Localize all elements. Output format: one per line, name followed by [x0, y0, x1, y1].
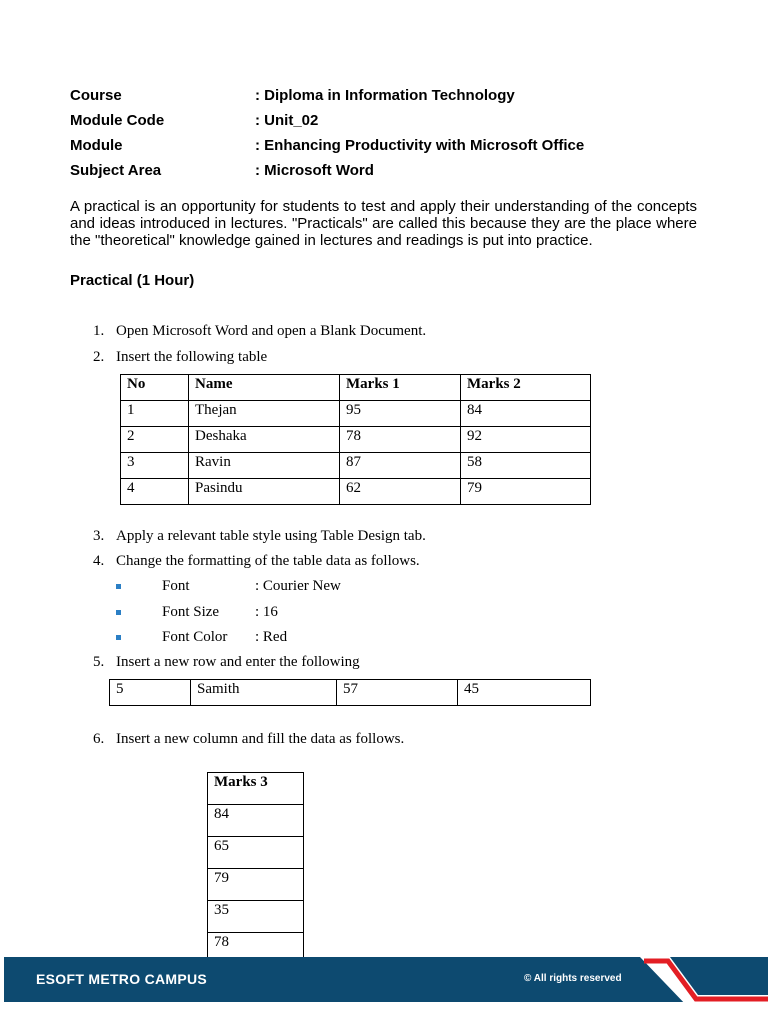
- student-marks-table: [120, 374, 591, 505]
- table-cell: 1: [121, 401, 189, 427]
- meta-row-module-code: [70, 111, 584, 136]
- step-number: 1.: [93, 323, 105, 339]
- format-label: Font Color: [162, 629, 228, 645]
- step-number: 4.: [93, 553, 105, 569]
- table-cell: Thejan: [189, 401, 340, 427]
- course-info: [70, 86, 584, 186]
- step-text: Open Microsoft Word and open a Blank Document.: [116, 323, 427, 339]
- step-1: [93, 323, 426, 340]
- new-row-table: [109, 679, 591, 706]
- format-label: Font Size: [162, 604, 220, 620]
- table-cell: 79: [208, 869, 304, 901]
- step-number: 6.: [93, 731, 105, 747]
- table-cell: 87: [340, 453, 461, 479]
- meta-label: Subject Area: [70, 162, 162, 179]
- meta-value: : Microsoft Word: [255, 162, 374, 179]
- table-cell: 84: [461, 401, 591, 427]
- practical-heading: Practical (1 Hour): [70, 272, 195, 289]
- table-cell: 57: [337, 680, 458, 706]
- step-text: Insert a new row and enter the following: [116, 654, 360, 670]
- meta-row-course: [70, 86, 584, 111]
- table-cell: 95: [340, 401, 461, 427]
- table-row: [121, 453, 591, 479]
- table-row: [208, 805, 304, 837]
- step-text: Change the formatting of the table data as follows.: [116, 553, 420, 569]
- table-header-row: [121, 375, 591, 401]
- table-cell: 78: [340, 427, 461, 453]
- step-4: [93, 553, 420, 570]
- intro-paragraph: A practical is an opportunity for students to test and apply their understanding of the concepts and ideas introduced in lectures. "Practicals" are called this because they are the place where the "theoretical" knowledge gained in lectures and readings is put into practice.: [70, 198, 697, 249]
- format-item-font-color: [116, 629, 287, 646]
- meta-value: : Diploma in Information Technology: [255, 87, 515, 104]
- table-cell: 79: [461, 479, 591, 505]
- table-cell: 58: [461, 453, 591, 479]
- footer-brand: ESOFT METRO CAMPUS: [36, 971, 208, 987]
- footer-rights: © All rights reserved: [524, 973, 622, 984]
- table-cell: 62: [340, 479, 461, 505]
- table-row: [208, 837, 304, 869]
- format-item-font: [116, 578, 341, 595]
- meta-value: : Unit_02: [255, 112, 319, 129]
- table-cell: 35: [208, 901, 304, 933]
- square-bullet-icon: [116, 584, 121, 589]
- table-cell: 4: [121, 479, 189, 505]
- header-cell-no: No: [121, 375, 189, 401]
- format-value: : Red: [255, 629, 288, 645]
- table-cell: 78: [208, 933, 304, 965]
- table-cell: Pasindu: [189, 479, 340, 505]
- header-cell-marks3: Marks 3: [208, 773, 304, 805]
- step-number: 5.: [93, 654, 105, 670]
- step-text: Insert a new column and fill the data as follows.: [116, 731, 405, 747]
- format-value: : Courier New: [255, 578, 341, 594]
- table-row: [208, 869, 304, 901]
- header-cell-name: Name: [189, 375, 340, 401]
- table-cell: 65: [208, 837, 304, 869]
- table-cell: Ravin: [189, 453, 340, 479]
- table-cell: 45: [458, 680, 591, 706]
- step-number: 3.: [93, 528, 105, 544]
- table-cell: Deshaka: [189, 427, 340, 453]
- table-cell: 3: [121, 453, 189, 479]
- step-5: [93, 654, 360, 671]
- meta-value: : Enhancing Productivity with Microsoft Office: [255, 137, 585, 154]
- red-swoosh-logo-icon: [640, 957, 768, 1007]
- table-cell: 92: [461, 427, 591, 453]
- table-row: [121, 427, 591, 453]
- step-3: [93, 528, 426, 545]
- header-cell-marks1: Marks 1: [340, 375, 461, 401]
- table-row: [121, 401, 591, 427]
- meta-label: Module: [70, 137, 123, 154]
- step-number: 2.: [93, 349, 105, 365]
- step-6: [93, 731, 404, 748]
- step-2: [93, 349, 267, 366]
- meta-row-module: [70, 136, 584, 161]
- meta-label: Module Code: [70, 112, 165, 129]
- square-bullet-icon: [116, 635, 121, 640]
- table-row: [208, 901, 304, 933]
- format-value: : 16: [255, 604, 278, 620]
- table-cell: 84: [208, 805, 304, 837]
- step-text: Insert the following table: [116, 349, 268, 365]
- step-text: Apply a relevant table style using Table Design tab.: [116, 528, 426, 544]
- table-row: [110, 680, 591, 706]
- header-cell-marks2: Marks 2: [461, 375, 591, 401]
- square-bullet-icon: [116, 610, 121, 615]
- table-cell: 5: [110, 680, 191, 706]
- table-cell: 2: [121, 427, 189, 453]
- meta-row-subject-area: [70, 161, 584, 186]
- table-cell: Samith: [191, 680, 337, 706]
- format-label: Font: [162, 578, 190, 594]
- new-column-table: [207, 772, 304, 965]
- meta-label: Course: [70, 87, 122, 104]
- format-item-font-size: [116, 604, 278, 621]
- table-row: [121, 479, 591, 505]
- table-header-row: [208, 773, 304, 805]
